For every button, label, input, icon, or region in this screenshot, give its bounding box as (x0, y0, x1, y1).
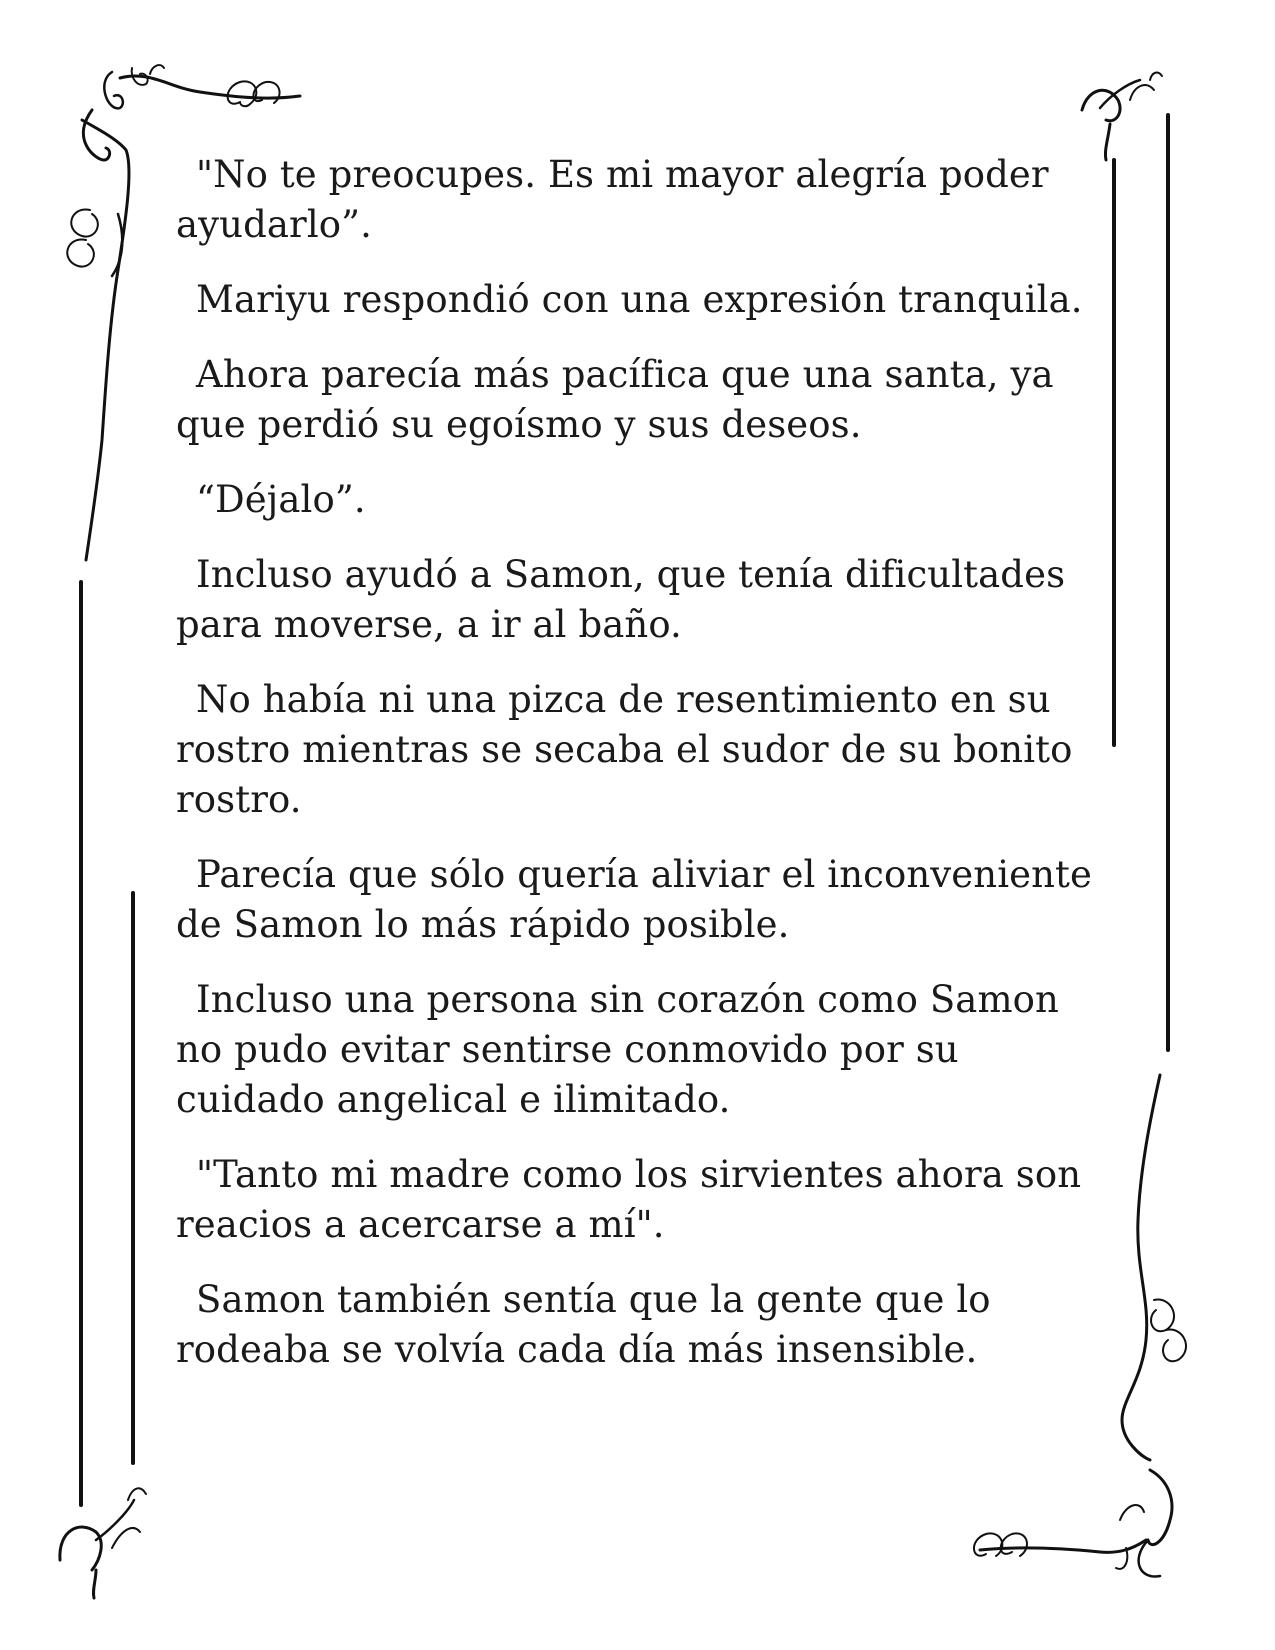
paragraph: Parecía que sólo quería aliviar el inconveniente de Samon lo más rápido posible. (176, 853, 1093, 946)
paragraph: Incluso ayudó a Samon, que tenía dificultades para moverse, a ir al baño. (176, 553, 1066, 646)
paragraph: “Déjalo”. (196, 478, 366, 521)
page-body (176, 150, 1096, 1400)
paragraph: Samon también sentía que la gente que lo rodeaba se volvía cada día más insensible. (176, 1278, 991, 1371)
flourish-top-right (1082, 73, 1162, 160)
paragraph: Mariyu respondió con una expresión tranquila. (196, 278, 1083, 321)
paragraph: No había ni una pizca de resentimiento en su rostro mientras se secaba el sudor de su bonito rostro. (176, 678, 1073, 821)
paragraph: "Tanto mi madre como los sirvientes ahora son reacios a acercarse a mí". (176, 1153, 1082, 1246)
paragraph: "No te preocupes. Es mi mayor alegría poder ayudarlo”. (176, 153, 1049, 246)
paragraph: Incluso una persona sin corazón como Samon no pudo evitar sentirse conmovido por su cuidado angelical e ilimitado. (176, 978, 1059, 1121)
flourish-bottom-left (60, 1488, 146, 1598)
paragraph: Ahora parecía más pacífica que una santa, ya que perdió su egoísmo y sus deseos. (176, 353, 1054, 446)
